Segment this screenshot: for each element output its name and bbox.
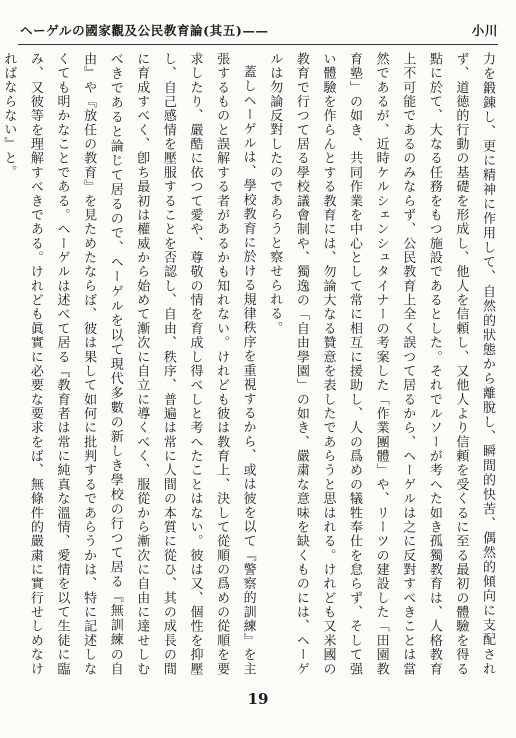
running-author: 小川 xyxy=(471,23,498,38)
body-text xyxy=(1,52,500,676)
paragraph-1: 力を鍛錬し、更に精神に作用して、自然的狀態から離脫し、瞬間的快苦、偶然的傾向に支配されず、道徳的行動の基礎を形成し、他人を信頼し、又他人より信頼を受くるに至る最初の體驗を得る點に於て、大なる任務をもつ施設であるとした。それでルソーが考へた如き孤獨教育は、人格教育上不可能であるのみならず、公民教育上全く誤つて居るから、ヘーゲルは之に反對すべきことは當然であるが、近時ケルシェンシュタイナーの考案した「作業團體」や、リーツの建設した「田園教育塾」の如き、共同作業を中心として常に相互に援助し、人の爲めの犠牲奉仕を怠らず、そして强い體驗を作らんとする教育には、勿論大なる贊意を表したであらうと思はれる。けれども又米國の教育で行つて居る學校議會制や、獨逸の「自由學園」の如き、嚴粛な意味を缺くものには、ヘーゲルは勿論反對したのであらうと察せられる。 xyxy=(267,52,495,676)
running-title-text: ヘーゲルの國家觀及公民教育論(其五) xyxy=(20,23,243,38)
running-title xyxy=(20,18,269,44)
running-header xyxy=(18,18,498,45)
running-title-dash: —— xyxy=(242,23,269,38)
paragraph-2: 蓋しヘーゲルは、學校教育に於ける規律秩序を重視するから、或は彼を以て『警察的訓練』を主張するものと誤解する者があるかも知れない。けれども彼は教育上、決して從順の爲めの從順を要求したり、嚴酷に依つて愛や、尊敬の情を育成し得べしと考へたことはない。彼は又、個性を抑壓し、自己感情を壓服することを否認し、自由、秩序、普遍は常に人間の本質に從ひ、其の成長の間に育成すべく、卽ち最初は權威から始めて漸次に自立に導くべく、服從から漸次に自由に達せしむべきであると論じて居るので、ヘーゲルを以て現代多數の新しき學校の行つて居る『無訓練の自由』や『放任の教育』を見ためたならば、彼は果して如何に批判するであらうかは、特に記述しなくても明かなことである。ヘーゲルは述べて居る『教育者は常に純真な溫情、愛情を以て生徒に臨み、又彼等を理解すべきである。けれども眞實に必要な要求をば、無條件的嚴粛に實行せしめなければならない』と。 xyxy=(1,52,256,676)
page-number: 19 xyxy=(247,690,269,708)
